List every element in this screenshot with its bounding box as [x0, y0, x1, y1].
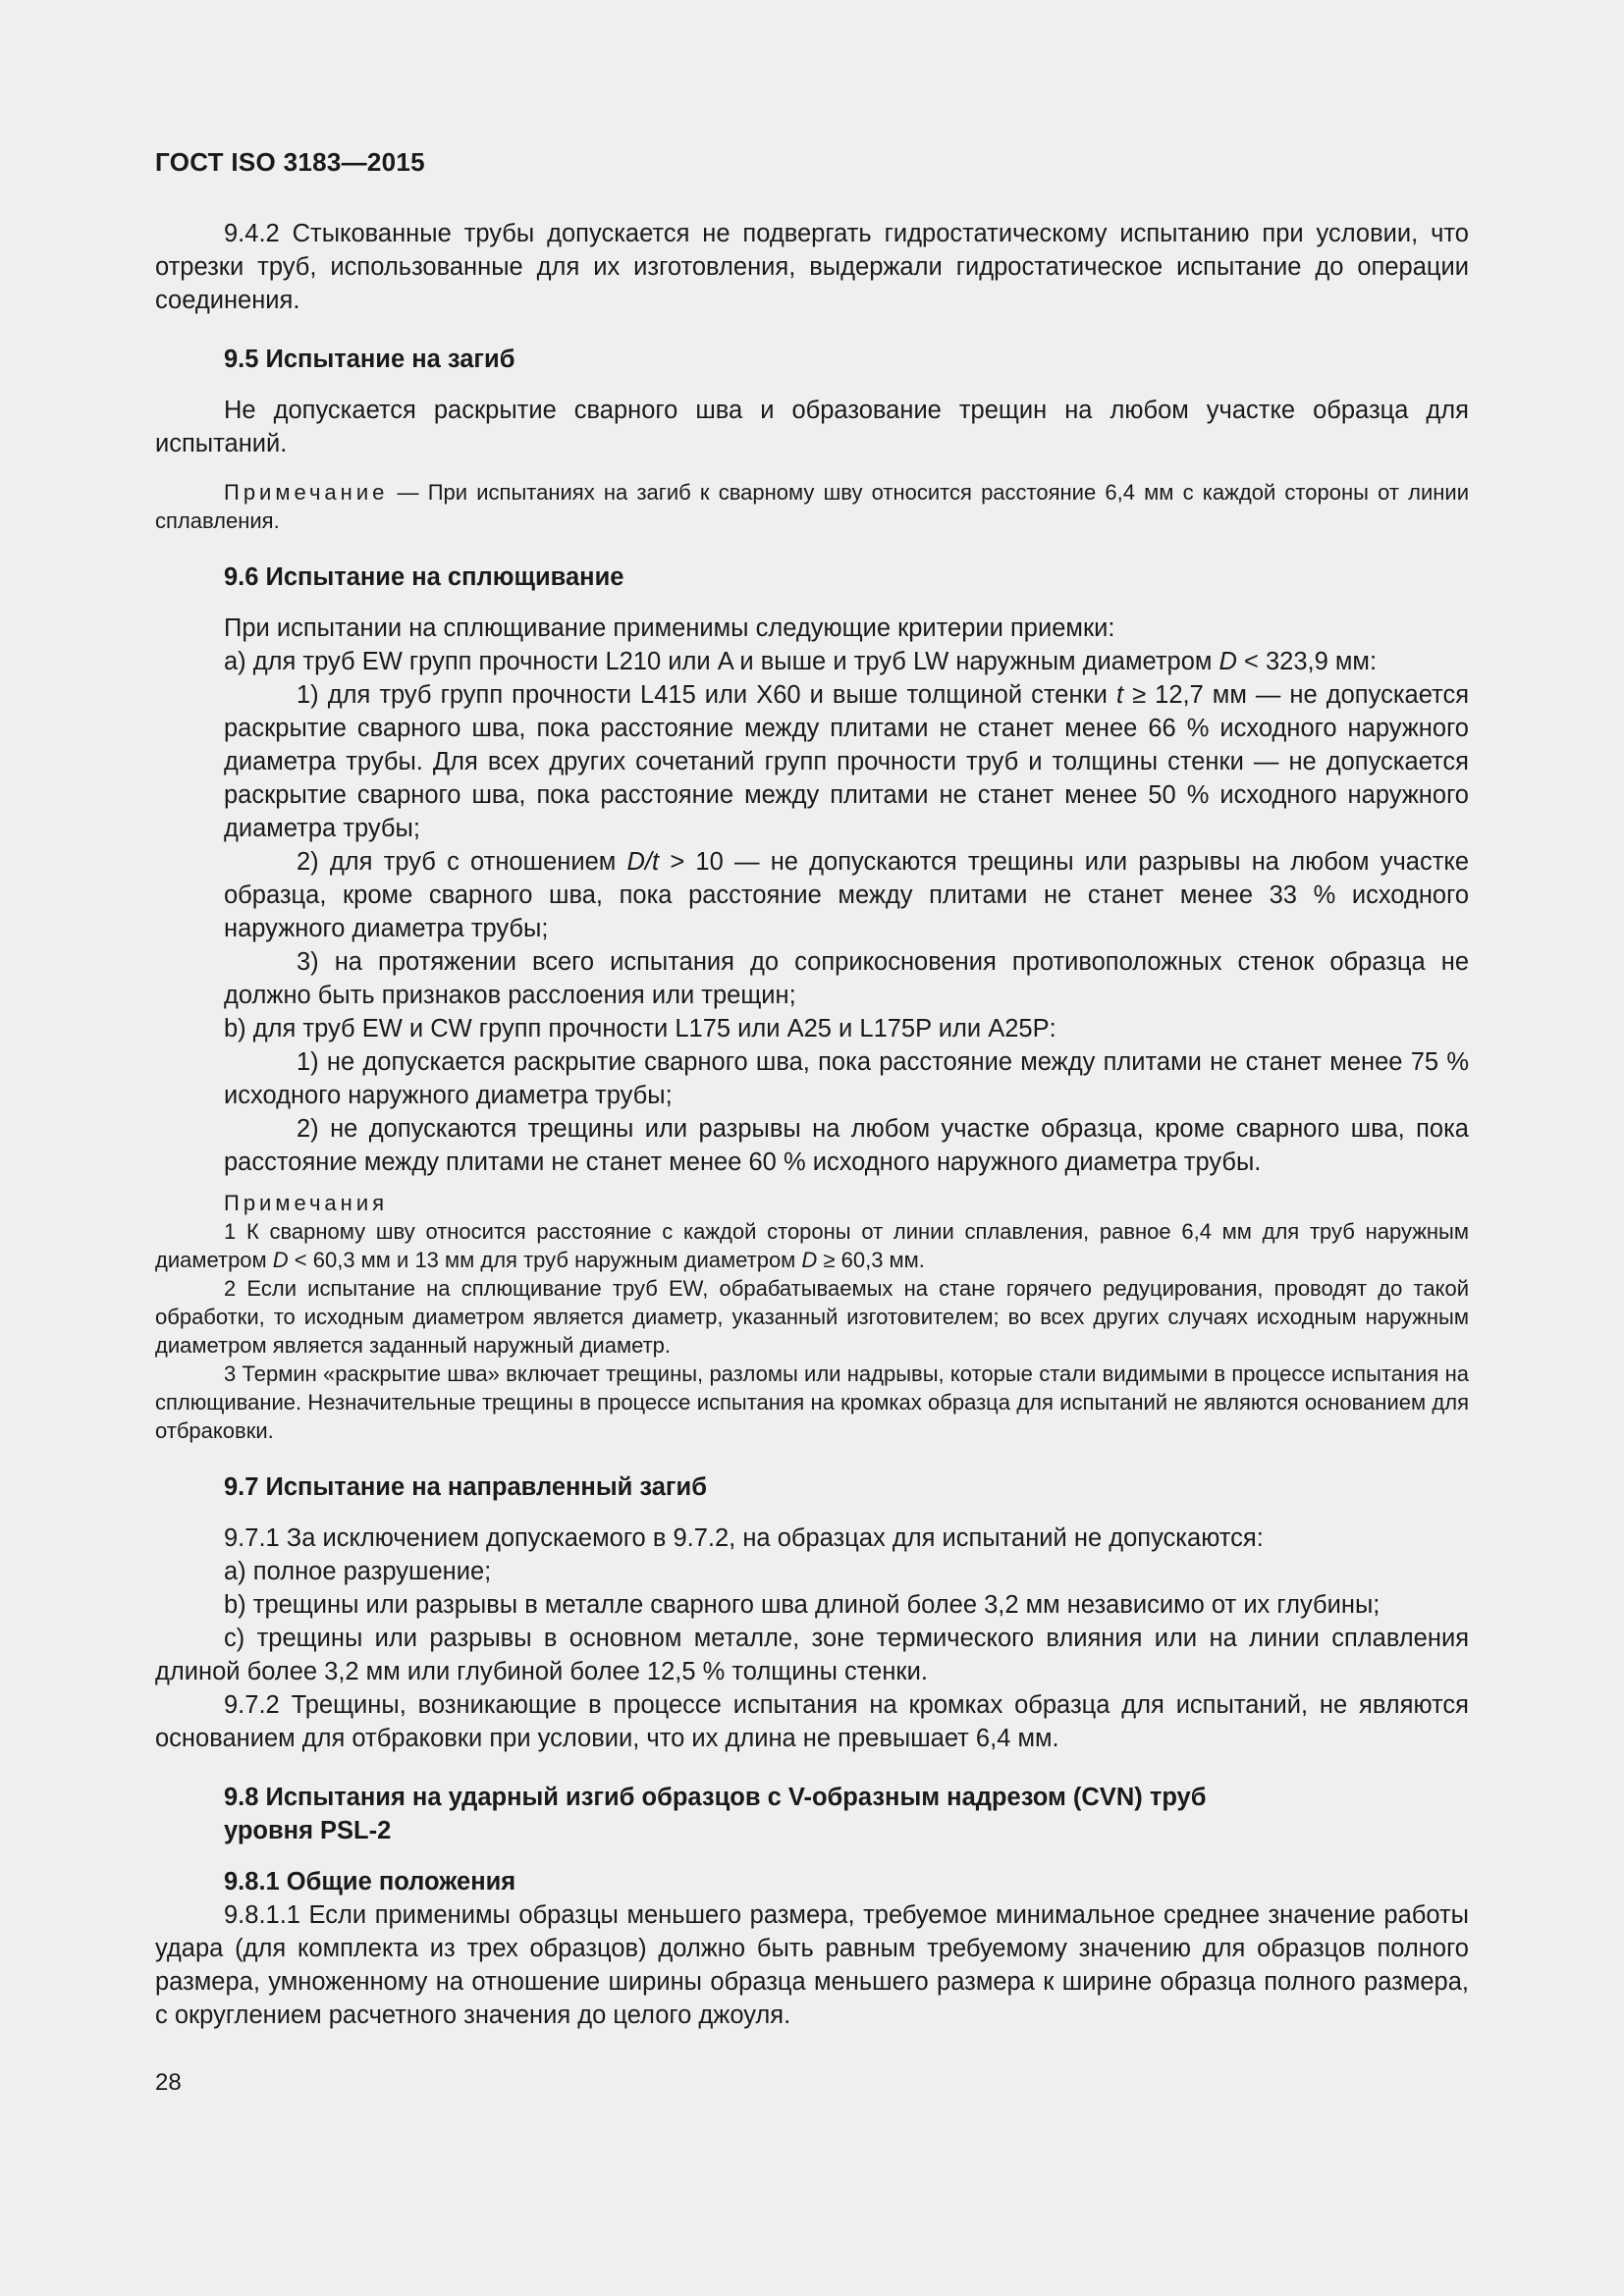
note-2: 2 Если испытание на сплющивание труб EW, обрабатываемых на стане горячего редуцирования, проводят до такой обработки, то исходным диаметром является диаметр, указанный изготовителем; во всех других случаях исходным наружным диаметром является заданный наружный диаметр.: [155, 1276, 1469, 1358]
list-item-9-7-b: b) трещины или разрывы в металле сварного шва длиной более 3,2 мм независимо от их глубины;: [224, 1591, 1380, 1619]
paragraph-9-7-1: 9.7.1 За исключением допускаемого в 9.7.2, на образцах для испытаний не допускаются:: [224, 1524, 1264, 1552]
note-text: — При испытаниях на загиб к сварному шву относится расстояние 6,4 мм с каждой стороны от линии сплавления.: [155, 480, 1469, 533]
note-9-5: [155, 478, 1469, 535]
section-heading-9-5: 9.5 Испытание на загиб: [224, 346, 515, 373]
list-item-9-7-c: c) трещины или разрывы в основном металле, зоне термического влияния или на линии сплавления длиной более 3,2 мм или глубиной более 12,5 % толщины стенки.: [155, 1625, 1469, 1685]
note-3: 3 Термин «раскрытие шва» включает трещины, разломы или надрывы, которые стали видимыми в процессе испытания на сплющивание. Незначительные трещины в процессе испытания на кромках образца для испытаний не являются основанием для отбраковки.: [155, 1362, 1469, 1443]
list-item-b: b) для труб EW и CW групп прочности L175 или A25 и L175P или A25P:: [224, 1015, 1056, 1042]
section-heading-9-6: 9.6 Испытание на сплющивание: [224, 563, 624, 591]
list-item-b2: 2) не допускаются трещины или разрывы на любом участке образца, кроме сварного шва, пока расстояние между плитами не станет менее 60 % исходного наружного диаметра трубы.: [224, 1115, 1469, 1176]
paragraph-9-4-2: 9.4.2 Стыкованные трубы допускается не подвергать гидростатическому испытанию при условии, что отрезки труб, использованные для их изготовления, выдержали гидростатическое испытание до операции соединения.: [155, 220, 1469, 314]
list-item-b1: 1) не допускается раскрытие сварного шва, пока расстояние между плитами не станет менее 75 % исходного наружного диаметра трубы;: [224, 1048, 1469, 1109]
section-heading-9-7: 9.7 Испытание на направленный загиб: [224, 1473, 707, 1501]
paragraph-9-7-2: 9.7.2 Трещины, возникающие в процессе испытания на кромках образца для испытаний, не являются основанием для отбраковки при условии, что их длина не превышает 6,4 мм.: [155, 1691, 1469, 1752]
document-header: ГОСТ ISO 3183—2015: [155, 147, 425, 177]
list-item-a: a) для труб EW групп прочности L210 или A и выше и труб LW наружным диаметром D < 323,9 мм:: [224, 648, 1378, 675]
document-page: [155, 147, 1469, 2032]
subsection-heading-9-8-1: 9.8.1 Общие положения: [224, 1868, 516, 1896]
list-item-a2: 2) для труб с отношением D/t > 10 — не допускаются трещины или разрывы на любом участке образца, кроме сварного шва, пока расстояние между плитами не станет менее 33 % исходного наружного диаметра трубы;: [224, 848, 1470, 942]
note-1: 1 К сварному шву относится расстояние с каждой стороны от линии сплавления, равное 6,4 мм для труб наружным диаметром D < 60,3 мм и 13 мм для труб наружным диаметром D ≥ 60,3 мм.: [155, 1219, 1469, 1272]
paragraph-9-5: Не допускается раскрытие сварного шва и образование трещин на любом участке образца для испытаний.: [155, 397, 1469, 457]
paragraph-9-6-intro: При испытании на сплющивание применимы следующие критерии приемки:: [224, 614, 1115, 642]
list-item-a1: 1) для труб групп прочности L415 или X60 и выше толщиной стенки t ≥ 12,7 мм — не допускается раскрытие сварного шва, пока расстояние между плитами не станет менее 66 % исходного наружного диаметра трубы. Для всех других сочетаний групп прочности труб и толщины стенки — не допускается раскрытие сварного шва, пока расстояние между плитами не станет менее 50 % исходного наружного диаметра трубы;: [224, 681, 1470, 842]
section-heading-9-8: 9.8 Испытания на ударный изгиб образцов с V-образным надрезом (CVN) труб уровня PSL-2: [224, 1784, 1207, 1844]
paragraph-9-8-1-1: 9.8.1.1 Если применимы образцы меньшего размера, требуемое минимальное среднее значение работы удара (для комплекта из трех образцов) должно быть равным требуемому значению для образцов полного размера, умноженному на отношение ширины образца меньшего размера к ширине образца полного размера, с округлением расчетного значения до целого джоуля.: [155, 1901, 1469, 2029]
list-item-a3: 3) на протяжении всего испытания до соприкосновения противоположных стенок образца не должно быть признаков расслоения или трещин;: [224, 948, 1469, 1009]
notes-label: Примечания: [224, 1191, 389, 1215]
note-label: Примечание: [224, 480, 389, 505]
list-item-9-7-a: a) полное разрушение;: [224, 1558, 492, 1585]
page-number: 28: [155, 2069, 182, 2096]
